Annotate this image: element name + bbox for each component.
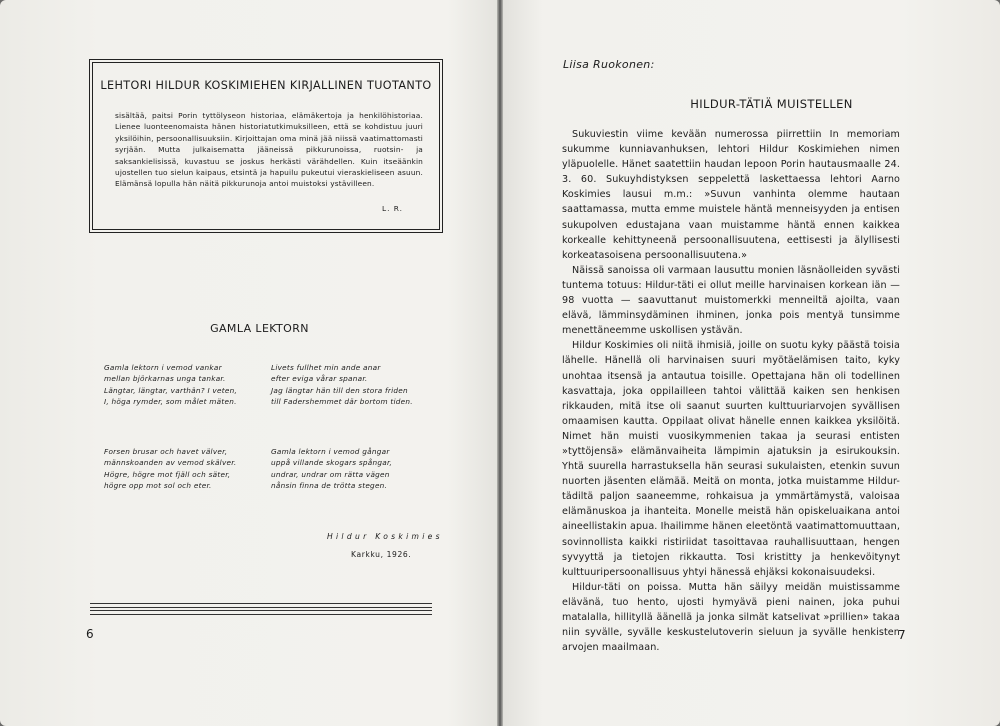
box-paragraph: sisältää, paitsi Porin tyttölyseon historiaa, elämäkertoja ja henkilöhistoriaa. Lienee luonteenomaista hänen historiatutkimuksilleen, että se kohdistuu juuri yksilöihin, persoonallisuuksiin. Kirjoittajan oma minä jää niissä vaatimattomasti syrjään. Mutta julkaisematta jääneissä pikkurunoissa, ruotsin- ja saksankielisissä, kuvastuu se joskus herkästi värähdellen. Kuin itseäänkin ujostellen tuo sielun kaipaus, etsintä ja hapuilu pukeutui vieraskieliseen asuun. Elämänsä lopulla hän näitä pikkurunoja antoi muistoksi ystävilleen. xyxy=(115,111,423,189)
poem-line: Gamla lektorn i vemod gångar xyxy=(271,447,390,456)
article-title: HILDUR-TÄTIÄ MUISTELLEN xyxy=(690,97,853,111)
poem-line: Forsen brusar och havet välver, xyxy=(104,447,228,456)
box-signature: L. R. xyxy=(381,204,403,213)
article-paragraph: Sukuviestin viime kevään numerossa piirrettiin In memoriam sukumme kunniavanhuksen, lehtori Hildur Koskimiehen nimen yläpuolelle. Hänet saatettiin haudan lepoon Porin hautausmaalle 24. 3. 60. Sukuyhdistyksen seppelettä laskettaessa lehtori Aarno Koskimies lausui m.m.: »Suvun vanhinta olemme hautaan saattamassa, mutta emme muistele häntä menneisyyden ja entisen sukupolven edustajana vaan muistamme häntä ennen kaikkea korkealle kehittyneenä persoonallisuutena, eettisesti ja älyllisesti korkeatasoisena persoonallisuutena.» xyxy=(562,129,900,261)
box-body xyxy=(115,110,423,190)
poem-stanza-4 xyxy=(271,446,392,491)
article-paragraph: Hildur Koskimies oli niitä ihmisiä, joille on suotu kyky päästä toisia lähelle. Hänellä oli harvinaisen suuri myötäelämisen taito, kyky unohtaa itsensä ja antautua toisille. Opettajana hän oli todellinen kasvattaja, joka oppilailleen tahtoi välittää kaiken sen henkisen rikkauden, mitä itse oli saanut suurten kulttuuriarvojen syvällisen omaamisen kautta. Oppilaat olivat hänelle ennen kaikkea yksilöitä. Nimet hän muisti vuosikymmenien takaa ja seurasi entisten »tyttöjensä» elämänvaiheita lämpimin ajatuksin ja esirukouksin. Yhtä suurella harrastuksella hän seurasi sukulaisten, etenkin suvun nuorten jäsenten elämää. Meitä on monta, jotka muistamme Hildur-tädiltä paljon saaneemme, rohkaisua ja ymmärtämystä, valoisaa elämänuskoa ja ihanteita. Monelle meistä hän opiskeluaikana antoi aineellistakin apua. Ihailimme hänen eleetöntä vaatimattomuuttaan, sovinnollista kaikki ristiriidat tasoittavaa rauhallisuuttaan, hengen syvyyttä ja tietojen rikkautta. Tosi kristitty ja henkevöitynyt kulttuuripersoonallisuus yhtyi hänessä ehjäksi kokonaisuudeksi. xyxy=(562,340,900,578)
article-paragraph: Näissä sanoissa oli varmaan lausuttu monien läsnäolleiden syvästi tuntema totuus: Hildur-täti ei ollut meille harvinaisen korkean iän — 98 vuotta — saavuttanut muistomerkki menneiltä ajoilta, vaan elävä, lämminsydäminen ihminen, jonka pois mentyä tunsimme menettäneemme uskollisen ystävän. xyxy=(562,264,900,337)
poem-line: Jag längtar hän till den stora friden xyxy=(271,385,408,395)
poem-stanza-2 xyxy=(271,362,413,407)
article-body xyxy=(562,127,900,655)
poem-line: uppå villande skogars spångar, xyxy=(271,458,393,468)
article-author: Liisa Ruokonen: xyxy=(563,58,655,71)
poem-author: Hildur Koskimies xyxy=(327,532,443,541)
poem-line: högre opp mot sol och eter. xyxy=(104,480,212,490)
page-number-right: 7 xyxy=(898,628,906,642)
poem-line: efter eviga vårar spanar. xyxy=(271,374,368,384)
poem-line: nånsin finna de trötta stegen. xyxy=(271,480,388,490)
poem-line: Längtar, längtar, varthän? I veten, xyxy=(104,385,238,395)
poem-stanza-1 xyxy=(104,362,237,407)
poem-line: männskoanden av vemod skälver. xyxy=(104,458,237,468)
page-number-left: 6 xyxy=(86,627,94,641)
poem-line: undrar, undrar om rätta vägen xyxy=(271,469,390,479)
divider-rule xyxy=(90,610,432,615)
poem-stanza-3 xyxy=(104,446,236,491)
poem-line: mellan björkarnas unga tankar. xyxy=(104,374,226,384)
poem-line: Högre, högre mot fjäll och säter, xyxy=(104,469,231,479)
bibliography-box xyxy=(92,62,440,230)
poem-place-year: Karkku, 1926. xyxy=(351,550,412,559)
poem-line: Gamla lektorn i vemod vankar xyxy=(104,363,222,372)
box-title: LEHTORI HILDUR KOSKIMIEHEN KIRJALLINEN TUOTANTO xyxy=(100,79,432,92)
article-paragraph: Hildur-täti on poissa. Mutta hän säilyy meidän muistissamme elävänä, tuo hento, ujosti hymyävä pieni nainen, joka puhui matalalla, hillityllä äänellä ja jonka silmät katselivat »prillien» takaa niin syvälle, syvälle keskustelutoverin sieluun ja syvälle henkisten arvojen maailmaan. xyxy=(562,581,900,654)
poem-title: GAMLA LEKTORN xyxy=(210,322,309,335)
divider-rule xyxy=(90,603,432,608)
poem-line: I, höga rymder, som målet mäten. xyxy=(104,396,237,406)
poem-line: Livets fullhet min ande anar xyxy=(271,363,381,372)
poem-line: till Fadershemmet där bortom tiden. xyxy=(271,396,413,406)
